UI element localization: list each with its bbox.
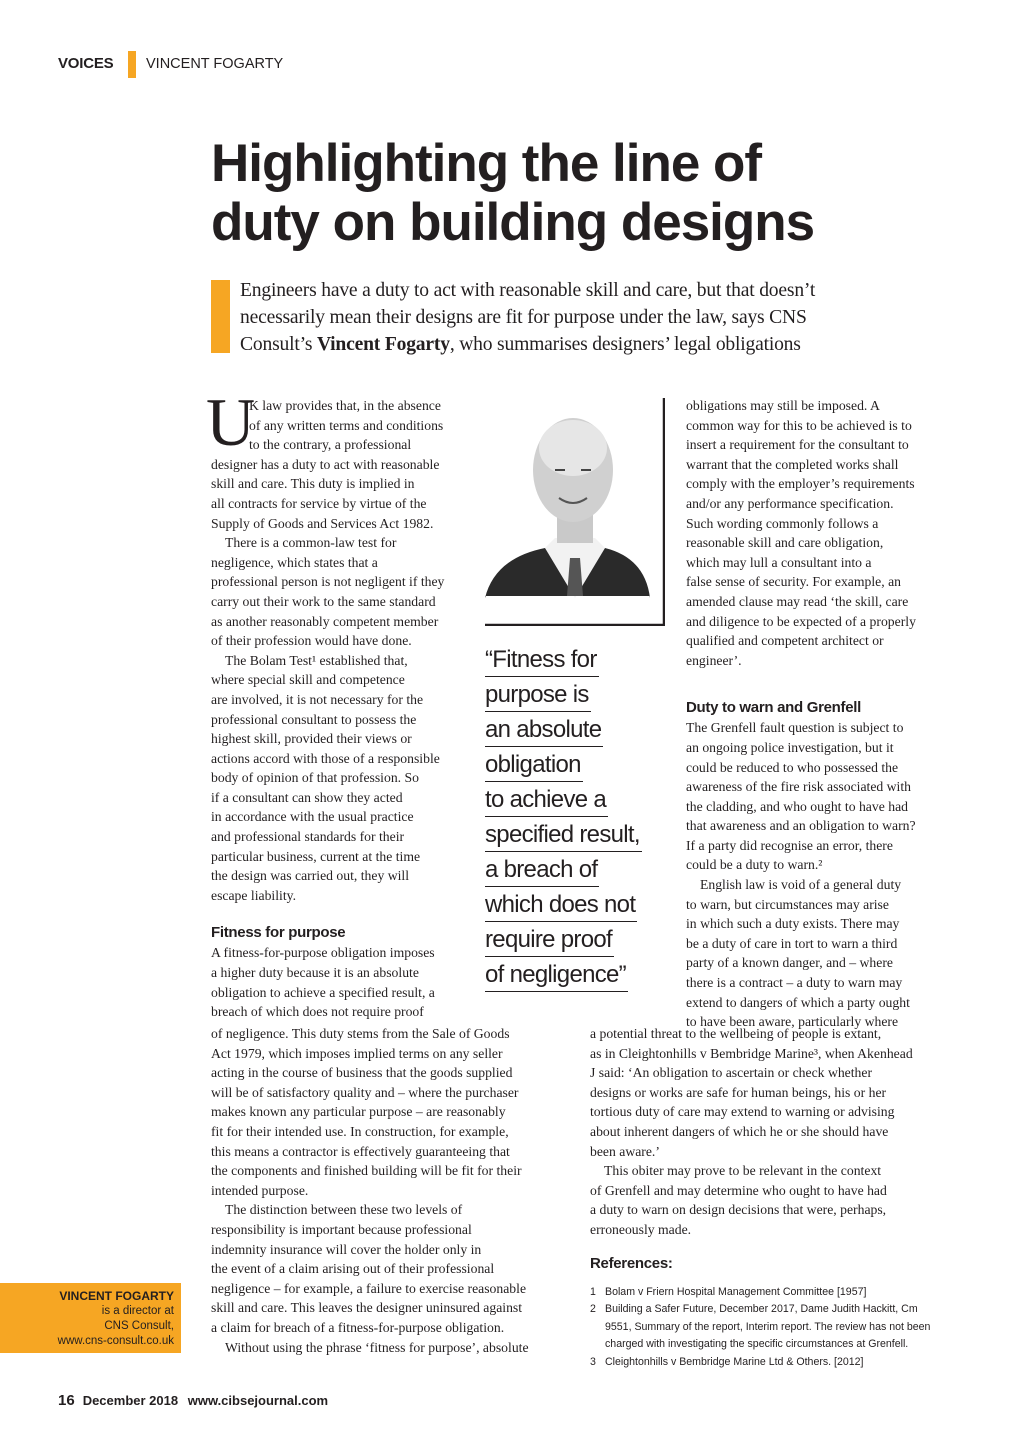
text-line: this means a contractor is effectively guaranteeing that <box>211 1143 510 1159</box>
references-list <box>590 1284 930 1372</box>
text-line: about inherent dangers of which he or she should have <box>590 1123 889 1139</box>
section-heading: Duty to warn and Grenfell <box>686 699 862 717</box>
text-line: makes known any particular purpose – are reasonably <box>211 1104 506 1120</box>
text-line: to the contrary, a professional <box>249 437 412 453</box>
text-line: could be reduced to who possessed the <box>686 759 899 775</box>
standfirst-text: , who summarises designers’ legal obligations <box>449 334 801 355</box>
reference-line: charged with investigating the specific circumstances at Grenfell. <box>605 1338 909 1351</box>
text-line: skill and care. This leaves the designer uninsured against <box>211 1300 523 1316</box>
text-line: that awareness and an obligation to warn? <box>686 818 916 834</box>
standfirst-text: Consult’s <box>240 334 317 355</box>
text-line: actions accord with those of a responsible <box>211 750 440 766</box>
pull-quote-text: purpose is <box>485 678 591 712</box>
body-column-left-top <box>211 396 444 1022</box>
text-line: particular business, current at the time <box>211 848 421 864</box>
pull-quote-line <box>485 782 642 817</box>
pull-quote-text: specified result, <box>485 818 642 852</box>
standfirst-line: Engineers have a duty to act with reasonable skill and care, but that doesn’t <box>240 280 816 301</box>
paragraph <box>211 533 444 651</box>
text-line: an ongoing police investigation, but it <box>686 739 894 755</box>
title-line: Highlighting the line of <box>211 134 762 193</box>
pull-quote-line <box>485 747 642 782</box>
text-line: if a consultant can show they acted <box>211 789 403 805</box>
header-author: VINCENT FOGARTY <box>146 56 284 72</box>
section-heading: Fitness for purpose <box>211 924 346 942</box>
standfirst-line <box>240 331 815 358</box>
text-line: breach of which does not require proof <box>211 1004 424 1020</box>
paragraph <box>686 875 916 1032</box>
text-line: insert a requirement for the consultant to <box>686 437 909 453</box>
text-line: engineer’. <box>686 652 742 668</box>
text-line: a claim for breach of a fitness-for-purpose obligation. <box>211 1319 505 1335</box>
pull-quote-text: “Fitness for <box>485 643 599 677</box>
text-line: the design was carried out, they will <box>211 868 410 884</box>
reference-number: 3 <box>590 1355 596 1368</box>
text-line: There is a common-law test for <box>225 535 397 551</box>
reference-number: 1 <box>590 1285 596 1298</box>
pull-quote <box>485 642 642 992</box>
reference-text <box>605 1301 930 1354</box>
text-line: Supply of Goods and Services Act 1982. <box>211 515 434 531</box>
text-line: fit for their intended use. In construction, for example, <box>211 1123 509 1139</box>
text-line: qualified and competent architect or <box>686 633 884 649</box>
reference-number: 2 <box>590 1303 596 1316</box>
text-line: of any written terms and conditions <box>249 417 444 433</box>
text-line: intended purpose. <box>211 1182 309 1198</box>
text-line: body of opinion of that profession. So <box>211 770 419 786</box>
text-line: and professional standards for their <box>211 829 405 845</box>
text-line: and/or any performance specification. <box>686 495 894 511</box>
text-line: indemnity insurance will cover the holder only in <box>211 1241 482 1257</box>
text-line: obligation to achieve a specified result, a <box>211 984 435 1000</box>
text-line: This obiter may prove to be relevant in the context <box>604 1163 882 1179</box>
section-label: VOICES <box>58 55 114 72</box>
reference-text <box>605 1284 866 1302</box>
text-line: J said: ‘An obligation to ascertain or check whether <box>590 1065 873 1081</box>
page-number: 16 <box>58 1392 75 1409</box>
pull-quote-line <box>485 817 642 852</box>
text-line: been aware.’ <box>590 1143 660 1159</box>
issue-date: December 2018 <box>82 1393 179 1408</box>
reference-item <box>590 1301 930 1354</box>
text-line: there is a contract – a duty to warn may <box>686 975 903 991</box>
paragraph <box>211 651 444 906</box>
text-line: carry out their work to the same standard <box>211 593 436 609</box>
text-line: will be of satisfactory quality and – where the purchaser <box>211 1084 519 1100</box>
text-line: obligations may still be imposed. A <box>686 398 880 413</box>
text-line: professional person is not negligent if they <box>211 574 445 590</box>
text-line: professional consultant to possess the <box>211 711 417 727</box>
pull-quote-line <box>485 642 642 677</box>
paragraph <box>686 718 916 875</box>
page-footer <box>58 1392 334 1409</box>
text-line: where special skill and competence <box>211 672 405 688</box>
text-line: The Bolam Test¹ established that, <box>225 652 408 668</box>
text-line: designer has a duty to act with reasonable <box>211 456 440 472</box>
reference-item <box>590 1284 930 1302</box>
text-line: responsibility is important because professional <box>211 1221 472 1237</box>
body-column-right-top <box>686 396 916 1032</box>
pull-quote-text: which does not <box>485 888 637 922</box>
pull-quote-text: an absolute <box>485 713 603 747</box>
text-line: The distinction between these two levels of <box>225 1202 463 1218</box>
journal-website-link[interactable]: www.cibsejournal.com <box>187 1393 329 1408</box>
standfirst-line: necessarily mean their designs are fit for purpose under the law, says CNS <box>240 307 807 328</box>
paragraph <box>211 1024 529 1200</box>
paragraph <box>211 1338 529 1358</box>
text-line: of negligence. This duty stems from the Sale of Goods <box>211 1026 510 1041</box>
pull-quote-text: a breach of <box>485 853 599 887</box>
standfirst <box>240 277 815 358</box>
text-line: reasonable skill and care obligation, <box>686 535 884 551</box>
pull-quote-text: require proof <box>485 923 614 957</box>
text-line: negligence – for example, a failure to exercise reasonable <box>211 1280 527 1296</box>
pull-quote-text: of negligence” <box>485 958 628 992</box>
text-line: as in Cleightonhills v Bembridge Marine³, when Akenhead <box>590 1045 913 1061</box>
text-line: English law is void of a general duty <box>700 877 902 893</box>
text-line: could be a duty to warn.² <box>686 857 823 873</box>
text-line: common way for this to be achieved is to <box>686 417 912 433</box>
drop-cap: U <box>206 384 256 460</box>
article-title <box>211 134 814 252</box>
reference-line: Building a Safer Future, December 2017, Dame Judith Hackitt, Cm <box>605 1303 918 1316</box>
text-line: Such wording commonly follows a <box>686 515 879 531</box>
text-line: the cladding, and who ought to have had <box>686 798 908 814</box>
paragraph <box>590 1024 930 1161</box>
text-line: the event of a claim arising out of their professional <box>211 1261 495 1277</box>
text-line: a duty to warn on design decisions that were, perhaps, <box>590 1202 887 1218</box>
text-line: comply with the employer’s requirements <box>686 476 915 492</box>
text-line: a potential threat to the wellbeing of people is extant, <box>590 1026 882 1041</box>
reference-line: 9551, Summary of the report, Interim report. The review has not been <box>605 1320 931 1333</box>
bio-line: is a director at <box>101 1305 174 1317</box>
text-line: which may lull a consultant into a <box>686 554 872 570</box>
text-line: are involved, it is not necessary for the <box>211 691 424 707</box>
text-line: highest skill, provided their views or <box>211 731 412 747</box>
text-line: in which such a duty exists. There may <box>686 916 900 932</box>
pull-quote-line <box>485 887 642 922</box>
text-line: escape liability. <box>211 887 297 903</box>
text-line: acting in the course of business that the goods supplied <box>211 1065 513 1081</box>
body-column-left-bottom <box>211 1024 529 1357</box>
text-line: erroneously made. <box>590 1221 692 1237</box>
pull-quote-text: obligation <box>485 748 583 782</box>
text-line: The Grenfell fault question is subject to <box>686 720 904 736</box>
reference-line: Cleightonhills v Bembridge Marine Ltd & Others. [2012] <box>605 1355 864 1368</box>
text-line: K law provides that, in the absence <box>249 398 441 413</box>
bio-name: VINCENT FOGARTY <box>59 1289 174 1303</box>
text-line: extend to dangers of which a party ought <box>686 994 910 1010</box>
section-divider <box>128 51 136 78</box>
text-line: warrant that the completed works shall <box>686 456 899 472</box>
pull-quote-line <box>485 677 642 712</box>
author-portrait-photo <box>485 398 665 626</box>
pull-quote-line <box>485 922 642 957</box>
text-line: to warn, but circumstances may arise <box>686 896 889 912</box>
pull-quote-line <box>485 712 642 747</box>
text-line: as another reasonably competent member <box>211 613 439 629</box>
text-line: amended clause may read ‘the skill, care <box>686 593 909 609</box>
paragraph <box>211 943 444 1021</box>
standfirst-author-name: Vincent Fogarty <box>316 334 450 355</box>
references-heading: References: <box>590 1254 673 1272</box>
text-line: negligence, which states that a <box>211 554 378 570</box>
text-line: skill and care. This duty is implied in <box>211 476 415 492</box>
reference-line: Bolam v Friern Hospital Management Committee [1957] <box>605 1285 867 1298</box>
text-line: designs or works are safe for human beings, his or her <box>590 1084 887 1100</box>
text-line: Act 1979, which imposes implied terms on any seller <box>211 1045 503 1061</box>
pull-quote-line <box>485 852 642 887</box>
text-line: A fitness-for-purpose obligation imposes <box>211 945 435 961</box>
reference-text <box>605 1354 864 1372</box>
paragraph <box>686 396 916 670</box>
text-line: and diligence to be expected of a properly <box>686 613 916 629</box>
bio-line: CNS Consult, <box>104 1320 174 1332</box>
text-line: of their profession would have done. <box>211 633 412 649</box>
author-bio-box <box>0 1283 181 1353</box>
bio-website-link[interactable]: www.cns-consult.co.uk <box>57 1335 174 1347</box>
body-column-right-bottom <box>590 1024 930 1371</box>
text-line: the components and finished building will be fit for their <box>211 1163 522 1179</box>
text-line: Without using the phrase ‘fitness for purpose’, absolute <box>225 1339 529 1355</box>
paragraph <box>590 1161 930 1239</box>
text-line: party of a known danger, and – where <box>686 955 893 971</box>
paragraph <box>211 1200 529 1337</box>
text-line: in accordance with the usual practice <box>211 809 414 825</box>
text-line: If a party did recognise an error, there <box>686 837 893 853</box>
title-line: duty on building designs <box>211 193 815 252</box>
text-line: to have been aware, particularly where <box>686 1014 899 1030</box>
text-line: tortious duty of care may extend to warning or advising <box>590 1104 895 1120</box>
pull-quote-text: to achieve a <box>485 783 608 817</box>
text-line: of Grenfell and may determine who ought to have had <box>590 1182 887 1198</box>
text-line: false sense of security. For example, an <box>686 574 901 590</box>
text-line: all contracts for service by virtue of the <box>211 495 427 511</box>
pull-quote-line <box>485 957 642 992</box>
standfirst-accent-bar <box>211 280 230 353</box>
text-line: be a duty of care in tort to warn a third <box>686 935 898 951</box>
text-line: a higher duty because it is an absolute <box>211 965 419 981</box>
text-line: awareness of the fire risk associated with <box>686 779 912 795</box>
reference-item <box>590 1354 930 1372</box>
